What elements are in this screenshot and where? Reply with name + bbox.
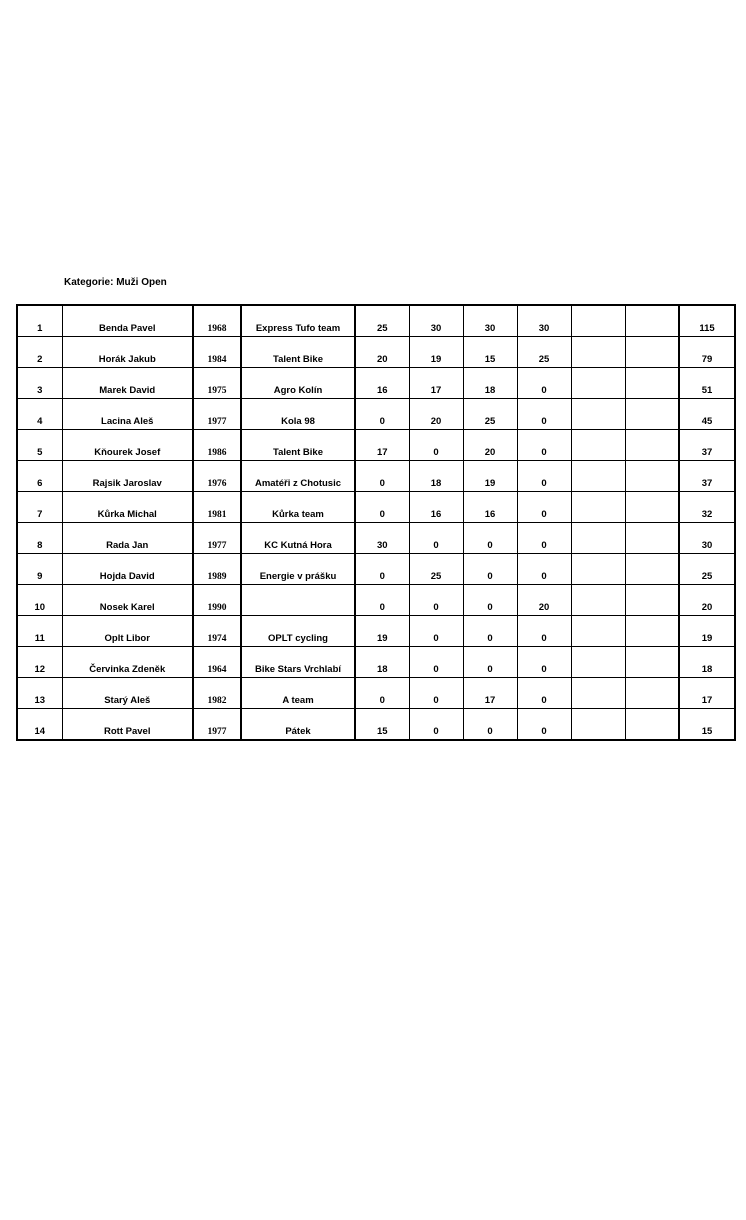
race-1-points: 0: [355, 554, 409, 585]
team-cell: Kůrka team: [241, 492, 355, 523]
race-5-points: [571, 399, 625, 430]
total-points: 19: [679, 616, 735, 647]
race-5-points: [571, 585, 625, 616]
year-cell: 1977: [193, 709, 241, 741]
total-points: 115: [679, 305, 735, 337]
year-cell: 1976: [193, 461, 241, 492]
rank-cell: 9: [17, 554, 62, 585]
race-1-points: 0: [355, 492, 409, 523]
race-6-points: [625, 554, 679, 585]
race-6-points: [625, 305, 679, 337]
race-2-points: 18: [409, 461, 463, 492]
race-6-points: [625, 616, 679, 647]
table-row: [17, 461, 735, 492]
name-cell: Rott Pavel: [62, 709, 193, 741]
table-row: [17, 368, 735, 399]
name-cell: Oplt Libor: [62, 616, 193, 647]
race-6-points: [625, 368, 679, 399]
table-row: [17, 305, 735, 337]
race-6-points: [625, 461, 679, 492]
name-cell: Marek David: [62, 368, 193, 399]
race-3-points: 0: [463, 616, 517, 647]
rank-cell: 8: [17, 523, 62, 554]
year-cell: 1977: [193, 523, 241, 554]
team-cell: Agro Kolín: [241, 368, 355, 399]
race-6-points: [625, 337, 679, 368]
race-4-points: 0: [517, 523, 571, 554]
table-row: [17, 709, 735, 741]
race-6-points: [625, 585, 679, 616]
name-cell: Nosek Karel: [62, 585, 193, 616]
race-3-points: 0: [463, 554, 517, 585]
race-6-points: [625, 492, 679, 523]
race-4-points: 0: [517, 678, 571, 709]
total-points: 15: [679, 709, 735, 741]
rank-cell: 4: [17, 399, 62, 430]
race-1-points: 0: [355, 585, 409, 616]
total-points: 45: [679, 399, 735, 430]
total-points: 30: [679, 523, 735, 554]
race-3-points: 17: [463, 678, 517, 709]
race-2-points: 30: [409, 305, 463, 337]
team-cell: Kola 98: [241, 399, 355, 430]
rank-cell: 7: [17, 492, 62, 523]
name-cell: Starý Aleš: [62, 678, 193, 709]
race-3-points: 19: [463, 461, 517, 492]
team-cell: [241, 585, 355, 616]
race-2-points: 0: [409, 678, 463, 709]
year-cell: 1989: [193, 554, 241, 585]
race-5-points: [571, 523, 625, 554]
race-1-points: 0: [355, 399, 409, 430]
race-6-points: [625, 523, 679, 554]
race-4-points: 0: [517, 616, 571, 647]
race-3-points: 0: [463, 709, 517, 741]
race-4-points: 30: [517, 305, 571, 337]
rank-cell: 13: [17, 678, 62, 709]
race-2-points: 0: [409, 523, 463, 554]
race-5-points: [571, 430, 625, 461]
race-6-points: [625, 647, 679, 678]
race-1-points: 0: [355, 678, 409, 709]
race-1-points: 20: [355, 337, 409, 368]
table-row: [17, 585, 735, 616]
team-cell: Amatéři z Chotusic: [241, 461, 355, 492]
table-row: [17, 430, 735, 461]
rank-cell: 10: [17, 585, 62, 616]
race-5-points: [571, 492, 625, 523]
race-5-points: [571, 616, 625, 647]
race-1-points: 0: [355, 461, 409, 492]
race-5-points: [571, 337, 625, 368]
race-5-points: [571, 368, 625, 399]
name-cell: Kůrka Michal: [62, 492, 193, 523]
name-cell: Benda Pavel: [62, 305, 193, 337]
race-4-points: 0: [517, 492, 571, 523]
race-4-points: 25: [517, 337, 571, 368]
team-cell: OPLT cycling: [241, 616, 355, 647]
category-title: Kategorie: Muži Open: [64, 277, 167, 288]
rank-cell: 14: [17, 709, 62, 741]
year-cell: 1964: [193, 647, 241, 678]
race-2-points: 0: [409, 585, 463, 616]
table-row: [17, 647, 735, 678]
total-points: 25: [679, 554, 735, 585]
table-row: [17, 616, 735, 647]
race-5-points: [571, 305, 625, 337]
race-5-points: [571, 678, 625, 709]
race-2-points: 19: [409, 337, 463, 368]
table-row: [17, 554, 735, 585]
race-3-points: 30: [463, 305, 517, 337]
race-4-points: 0: [517, 461, 571, 492]
year-cell: 1977: [193, 399, 241, 430]
race-2-points: 25: [409, 554, 463, 585]
name-cell: Kňourek Josef: [62, 430, 193, 461]
team-cell: Talent Bike: [241, 430, 355, 461]
race-3-points: 15: [463, 337, 517, 368]
race-2-points: 20: [409, 399, 463, 430]
name-cell: Horák Jakub: [62, 337, 193, 368]
name-cell: Červinka Zdeněk: [62, 647, 193, 678]
year-cell: 1968: [193, 305, 241, 337]
year-cell: 1981: [193, 492, 241, 523]
race-2-points: 16: [409, 492, 463, 523]
table-row: [17, 337, 735, 368]
year-cell: 1986: [193, 430, 241, 461]
race-2-points: 0: [409, 616, 463, 647]
race-5-points: [571, 709, 625, 741]
race-3-points: 0: [463, 647, 517, 678]
race-3-points: 16: [463, 492, 517, 523]
total-points: 17: [679, 678, 735, 709]
total-points: 79: [679, 337, 735, 368]
race-1-points: 19: [355, 616, 409, 647]
team-cell: Pátek: [241, 709, 355, 741]
race-6-points: [625, 430, 679, 461]
team-cell: Talent Bike: [241, 337, 355, 368]
race-1-points: 18: [355, 647, 409, 678]
race-4-points: 0: [517, 709, 571, 741]
total-points: 51: [679, 368, 735, 399]
race-4-points: 0: [517, 554, 571, 585]
year-cell: 1984: [193, 337, 241, 368]
rank-cell: 2: [17, 337, 62, 368]
table-row: [17, 678, 735, 709]
year-cell: 1975: [193, 368, 241, 399]
table-row: [17, 492, 735, 523]
race-3-points: 18: [463, 368, 517, 399]
year-cell: 1974: [193, 616, 241, 647]
total-points: 37: [679, 461, 735, 492]
race-6-points: [625, 709, 679, 741]
total-points: 37: [679, 430, 735, 461]
race-5-points: [571, 554, 625, 585]
race-3-points: 0: [463, 523, 517, 554]
race-3-points: 0: [463, 585, 517, 616]
race-5-points: [571, 461, 625, 492]
total-points: 18: [679, 647, 735, 678]
race-1-points: 30: [355, 523, 409, 554]
race-4-points: 0: [517, 368, 571, 399]
total-points: 32: [679, 492, 735, 523]
rank-cell: 11: [17, 616, 62, 647]
team-cell: Bike Stars Vrchlabí: [241, 647, 355, 678]
team-cell: Express Tufo team: [241, 305, 355, 337]
year-cell: 1982: [193, 678, 241, 709]
race-2-points: 0: [409, 430, 463, 461]
team-cell: KC Kutná Hora: [241, 523, 355, 554]
race-4-points: 20: [517, 585, 571, 616]
name-cell: Hojda David: [62, 554, 193, 585]
rank-cell: 12: [17, 647, 62, 678]
rank-cell: 3: [17, 368, 62, 399]
rank-cell: 6: [17, 461, 62, 492]
name-cell: Lacina Aleš: [62, 399, 193, 430]
name-cell: Rada Jan: [62, 523, 193, 554]
race-3-points: 25: [463, 399, 517, 430]
race-1-points: 17: [355, 430, 409, 461]
race-1-points: 25: [355, 305, 409, 337]
race-1-points: 16: [355, 368, 409, 399]
results-table: [16, 304, 736, 741]
team-cell: Energie v prášku: [241, 554, 355, 585]
race-6-points: [625, 678, 679, 709]
race-3-points: 20: [463, 430, 517, 461]
name-cell: Rajsik Jaroslav: [62, 461, 193, 492]
race-6-points: [625, 399, 679, 430]
race-2-points: 17: [409, 368, 463, 399]
year-cell: 1990: [193, 585, 241, 616]
race-4-points: 0: [517, 430, 571, 461]
team-cell: A team: [241, 678, 355, 709]
race-2-points: 0: [409, 709, 463, 741]
race-4-points: 0: [517, 399, 571, 430]
rank-cell: 5: [17, 430, 62, 461]
race-4-points: 0: [517, 647, 571, 678]
race-2-points: 0: [409, 647, 463, 678]
total-points: 20: [679, 585, 735, 616]
table-row: [17, 399, 735, 430]
table-row: [17, 523, 735, 554]
race-1-points: 15: [355, 709, 409, 741]
race-5-points: [571, 647, 625, 678]
rank-cell: 1: [17, 305, 62, 337]
